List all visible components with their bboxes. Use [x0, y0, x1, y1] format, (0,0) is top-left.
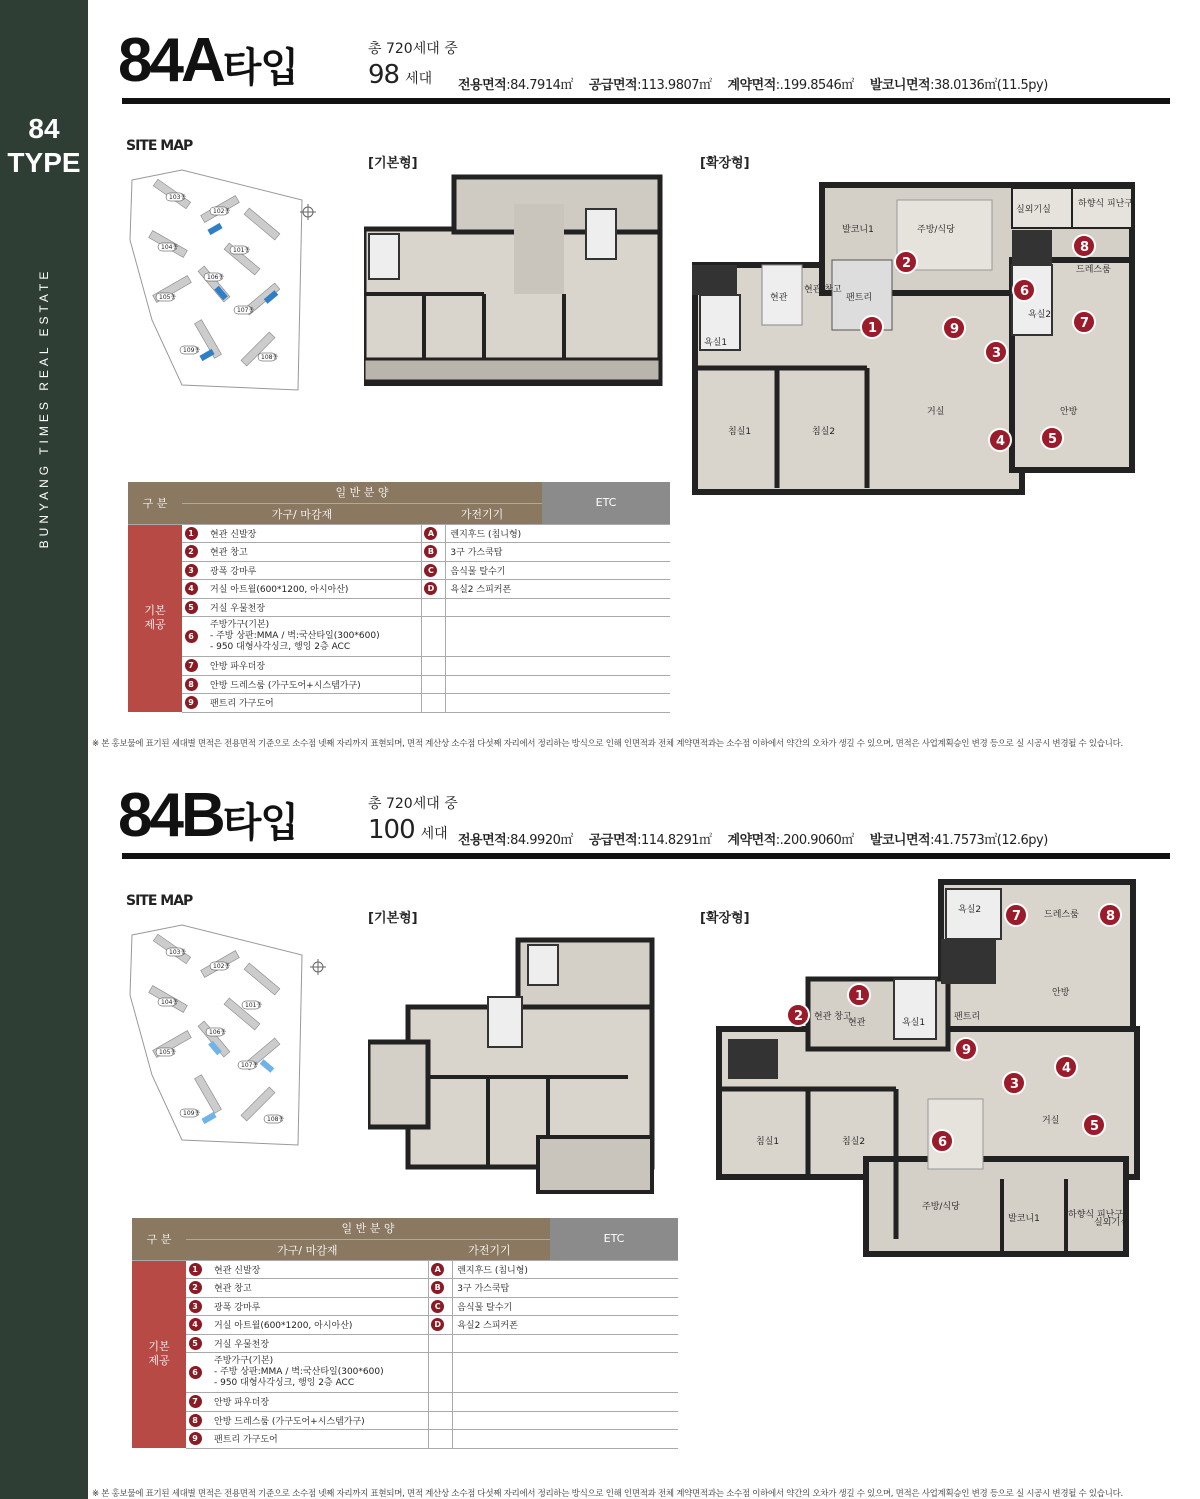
- room-balcony1: 발코니1: [1008, 1214, 1040, 1224]
- marker-7: 7: [1012, 909, 1022, 924]
- total-units: 총 720세대 중: [368, 41, 458, 57]
- spec-table: [132, 1218, 678, 1449]
- room-entry-storage: 현관 창고: [804, 285, 842, 295]
- unit-suffix: 세대: [405, 71, 433, 87]
- area-info: [458, 829, 1048, 848]
- marker-8: 8: [1106, 909, 1116, 924]
- room-entry-storage: 현관 창고: [814, 1012, 852, 1022]
- table-row: 6 주방가구(기본) - 주방 상판:MMA / 벽:국산타일(300*600) - 950 대형사각싱크, 행잉 2층 ACC: [128, 617, 670, 657]
- col-furniture: 가구/ 마감재: [182, 503, 422, 524]
- marker-5: 5: [1090, 1119, 1100, 1134]
- room-dress: 드레스룸: [1044, 910, 1079, 920]
- contract-area: 계약면적:.199.8546㎡: [727, 78, 854, 93]
- supply-area: 공급면적:114.8291㎡: [588, 833, 712, 848]
- sitemap-bldg: 101동: [245, 1002, 263, 1009]
- sidebar-type-word: TYPE: [7, 147, 81, 178]
- table-row: 2 현관 창고 B 3구 가스쿡탑: [128, 543, 670, 562]
- sitemap-bldg: 104동: [161, 244, 179, 251]
- sidebar-brand: BUNYANG TIMES REAL ESTATE: [37, 267, 51, 549]
- spec-table: [128, 482, 670, 713]
- sitemap-bldg: 102동: [213, 963, 231, 970]
- table-row: 8 안방 드레스룸 (가구도어+시스템가구): [128, 675, 670, 694]
- extended-floor-plan: [716, 879, 1144, 1259]
- room-bed1: 침실1: [728, 427, 752, 437]
- room-kitchen: 주방/식당: [917, 225, 955, 235]
- unit-suffix: 세대: [420, 826, 448, 842]
- marker-6: 6: [938, 1135, 948, 1150]
- balcony-area: 발코니면적:38.0136㎡(11.5py): [869, 78, 1048, 93]
- room-master: 안방: [1060, 407, 1078, 417]
- room-outdoor: 실외기실: [1016, 205, 1051, 215]
- type-code: 84B: [118, 781, 223, 850]
- marker-3: 3: [1010, 1077, 1020, 1092]
- balcony-area: 발코니면적:41.7573㎡(12.6py): [869, 833, 1048, 848]
- site-map: [122, 160, 342, 400]
- appliance-letter: A: [431, 1263, 444, 1276]
- table-row: [132, 1260, 678, 1279]
- table-row: 2 현관 창고 B 3구 가스쿡탑: [132, 1279, 678, 1298]
- item-number: 1: [189, 1263, 202, 1276]
- marker-1: 1: [855, 989, 865, 1004]
- marker-7: 7: [1080, 316, 1090, 331]
- room-living: 거실: [1042, 1116, 1060, 1126]
- table-row: 8 안방 드레스룸 (가구도어+시스템가구): [132, 1411, 678, 1430]
- section-84b: [88, 755, 1200, 1499]
- room-pantry: 팬트리: [846, 293, 873, 303]
- appliance-letter: A: [424, 527, 437, 540]
- type-title: [118, 783, 298, 856]
- sitemap-bldg: 108동: [267, 1116, 285, 1123]
- table-row: 5 거실 우물천장: [128, 598, 670, 617]
- title-rule: [122, 853, 1170, 859]
- exclusive-area: 전용면적:84.7914㎡: [458, 78, 573, 93]
- disclaimer-note: ※ 본 홍보물에 표기된 세대별 면적은 전용면적 기준으로 소수점 넷째 자리까지 표현되며, 면적 계산상 소수점 다섯째 자리에서 정리하는 방식으로 인해 인면적과 전체 계약면적과는 소수점 이하에서 약간의 오차가 생길 수 있으며, 면적은 사업계획승인 변경 등으로 실 시공시 변경될 수 있습니다.: [92, 739, 1123, 749]
- ext-plan-label: [확장형]: [700, 156, 750, 171]
- sitemap-bldg: 102동: [213, 208, 231, 215]
- title-rule: [122, 98, 1170, 104]
- room-entry: 현관: [770, 293, 788, 303]
- table-row: 9 팬트리 가구도어: [132, 1430, 678, 1449]
- room-evac: 하향식 피난구: [1068, 1210, 1124, 1220]
- disclaimer-note: ※ 본 홍보물에 표기된 세대별 면적은 전용면적 기준으로 소수점 넷째 자리까지 표현되며, 면적 계산상 소수점 다섯째 자리에서 정리하는 방식으로 인해 인면적과 전체 계약면적과는 소수점 이하에서 약간의 오차가 생길 수 있으며, 면적은 사업계획승인 변경 등으로 실 시공시 변경될 수 있습니다.: [92, 1489, 1123, 1499]
- room-bed1: 침실1: [756, 1137, 780, 1147]
- room-bed2: 침실2: [812, 427, 836, 437]
- ext-plan-label: [확장형]: [700, 911, 750, 926]
- table-row: [128, 524, 670, 543]
- room-master: 안방: [1052, 988, 1070, 998]
- room-balcony1: 발코니1: [842, 225, 874, 235]
- exclusive-area: 전용면적:84.9920㎡: [458, 833, 573, 848]
- sidebar: [0, 0, 88, 1499]
- room-living: 거실: [927, 407, 945, 417]
- section-84a: [88, 0, 1200, 755]
- sitemap-bldg: 103동: [169, 194, 187, 201]
- supply-area: 공급면적:113.9807㎡: [588, 78, 712, 93]
- basic-floor-plan: [364, 174, 664, 386]
- sitemap-bldg: 109동: [183, 1110, 201, 1117]
- marker-3: 3: [992, 346, 1002, 361]
- table-row: 4 거실 아트월(600*1200, 아시아산) D 욕실2 스피커폰: [132, 1316, 678, 1335]
- unit-count: [368, 793, 458, 845]
- sitemap-bldg: 105동: [159, 1049, 177, 1056]
- room-evac: 하향식 피난구: [1078, 199, 1134, 209]
- unit-number: 100: [368, 815, 415, 845]
- unit-number: 98: [368, 60, 400, 90]
- col-gubun: 구 분: [128, 482, 182, 524]
- item-number: 1: [185, 527, 198, 540]
- room-bath1: 욕실1: [902, 1018, 926, 1028]
- col-gubun: 구 분: [132, 1218, 186, 1260]
- room-bath2: 욕실2: [1028, 310, 1052, 320]
- marker-9: 9: [962, 1043, 972, 1058]
- basic-plan-label: [기본형]: [368, 911, 418, 926]
- sitemap-label: SITE MAP: [126, 893, 193, 909]
- room-bath2: 욕실2: [958, 905, 982, 915]
- appliance-text: 렌지후드 (침니형): [446, 524, 542, 543]
- room-entry: 현관: [848, 1018, 866, 1028]
- item-text: 현관 신발장: [206, 524, 422, 543]
- room-bed2: 침실2: [842, 1137, 866, 1147]
- marker-6: 6: [1020, 284, 1030, 299]
- marker-2: 2: [794, 1009, 804, 1024]
- table-row: 9 팬트리 가구도어: [128, 694, 670, 713]
- type-suffix: 타입: [222, 46, 299, 90]
- marker-8: 8: [1080, 240, 1090, 255]
- sitemap-label: SITE MAP: [126, 138, 193, 154]
- table-row: 7 안방 파우더장: [128, 657, 670, 676]
- basic-cell: 기본 제공: [128, 524, 182, 712]
- marker-9: 9: [950, 322, 960, 337]
- sitemap-bldg: 108동: [261, 354, 279, 361]
- table-row: 7 안방 파우더장: [132, 1393, 678, 1412]
- appliance-text: 렌지후드 (침니형): [453, 1260, 550, 1279]
- room-pantry: 팬트리: [954, 1012, 981, 1022]
- basic-floor-plan: [368, 937, 664, 1197]
- marker-4: 4: [996, 434, 1006, 449]
- sidebar-type: [0, 112, 88, 180]
- sitemap-bldg: 107동: [241, 1062, 259, 1069]
- col-etc: ETC: [550, 1218, 678, 1260]
- area-info: [458, 74, 1048, 93]
- contract-area: 계약면적:.200.9060㎡: [727, 833, 854, 848]
- total-units: 총 720세대 중: [368, 796, 458, 812]
- unit-count: [368, 38, 458, 90]
- sidebar-type-number: 84: [28, 113, 60, 144]
- sitemap-bldg: 106동: [209, 1029, 227, 1036]
- sitemap-bldg: 107동: [237, 307, 255, 314]
- room-outdoor: 실외기실: [1094, 1218, 1129, 1228]
- sitemap-bldg: 104동: [161, 999, 179, 1006]
- marker-2: 2: [902, 256, 912, 271]
- site-map: [122, 915, 342, 1155]
- type-suffix: 타입: [222, 801, 299, 845]
- basic-plan-label: [기본형]: [368, 156, 418, 171]
- marker-4: 4: [1062, 1061, 1072, 1076]
- room-dress: 드레스룸: [1076, 265, 1111, 275]
- basic-cell: 기본 제공: [132, 1260, 186, 1448]
- col-appliance: 가전기기: [422, 503, 542, 524]
- col-general: 일 반 분 양: [186, 1218, 550, 1239]
- col-appliance: 가전기기: [429, 1239, 550, 1260]
- item-text: 현관 신발장: [210, 1260, 429, 1279]
- sitemap-bldg: 109동: [183, 347, 201, 354]
- table-row: 6 주방가구(기본) - 주방 상판:MMA / 벽:국산타일(300*600) - 950 대형사각싱크, 행잉 2층 ACC: [132, 1353, 678, 1393]
- col-etc: ETC: [542, 482, 670, 524]
- table-row: 4 거실 아트월(600*1200, 아시아산) D 욕실2 스피커폰: [128, 580, 670, 599]
- extended-floor-plan: [692, 180, 1142, 498]
- table-row: 5 거실 우물천장: [132, 1334, 678, 1353]
- type-code: 84A: [118, 26, 223, 95]
- sitemap-bldg: 103동: [169, 949, 187, 956]
- type-title: [118, 28, 298, 101]
- room-kitchen: 주방/식당: [922, 1202, 960, 1212]
- table-row: 3 광폭 강마루 C 음식물 탈수기: [132, 1297, 678, 1316]
- col-furniture: 가구/ 마감재: [186, 1239, 429, 1260]
- room-bath1: 욕실1: [704, 338, 728, 348]
- sitemap-bldg: 101동: [233, 247, 251, 254]
- marker-1: 1: [868, 321, 878, 336]
- sitemap-bldg: 105동: [159, 294, 177, 301]
- marker-5: 5: [1048, 432, 1058, 447]
- sitemap-bldg: 106동: [207, 274, 225, 281]
- table-row: 3 광폭 강마루 C 음식물 탈수기: [128, 561, 670, 580]
- col-general: 일 반 분 양: [182, 482, 542, 503]
